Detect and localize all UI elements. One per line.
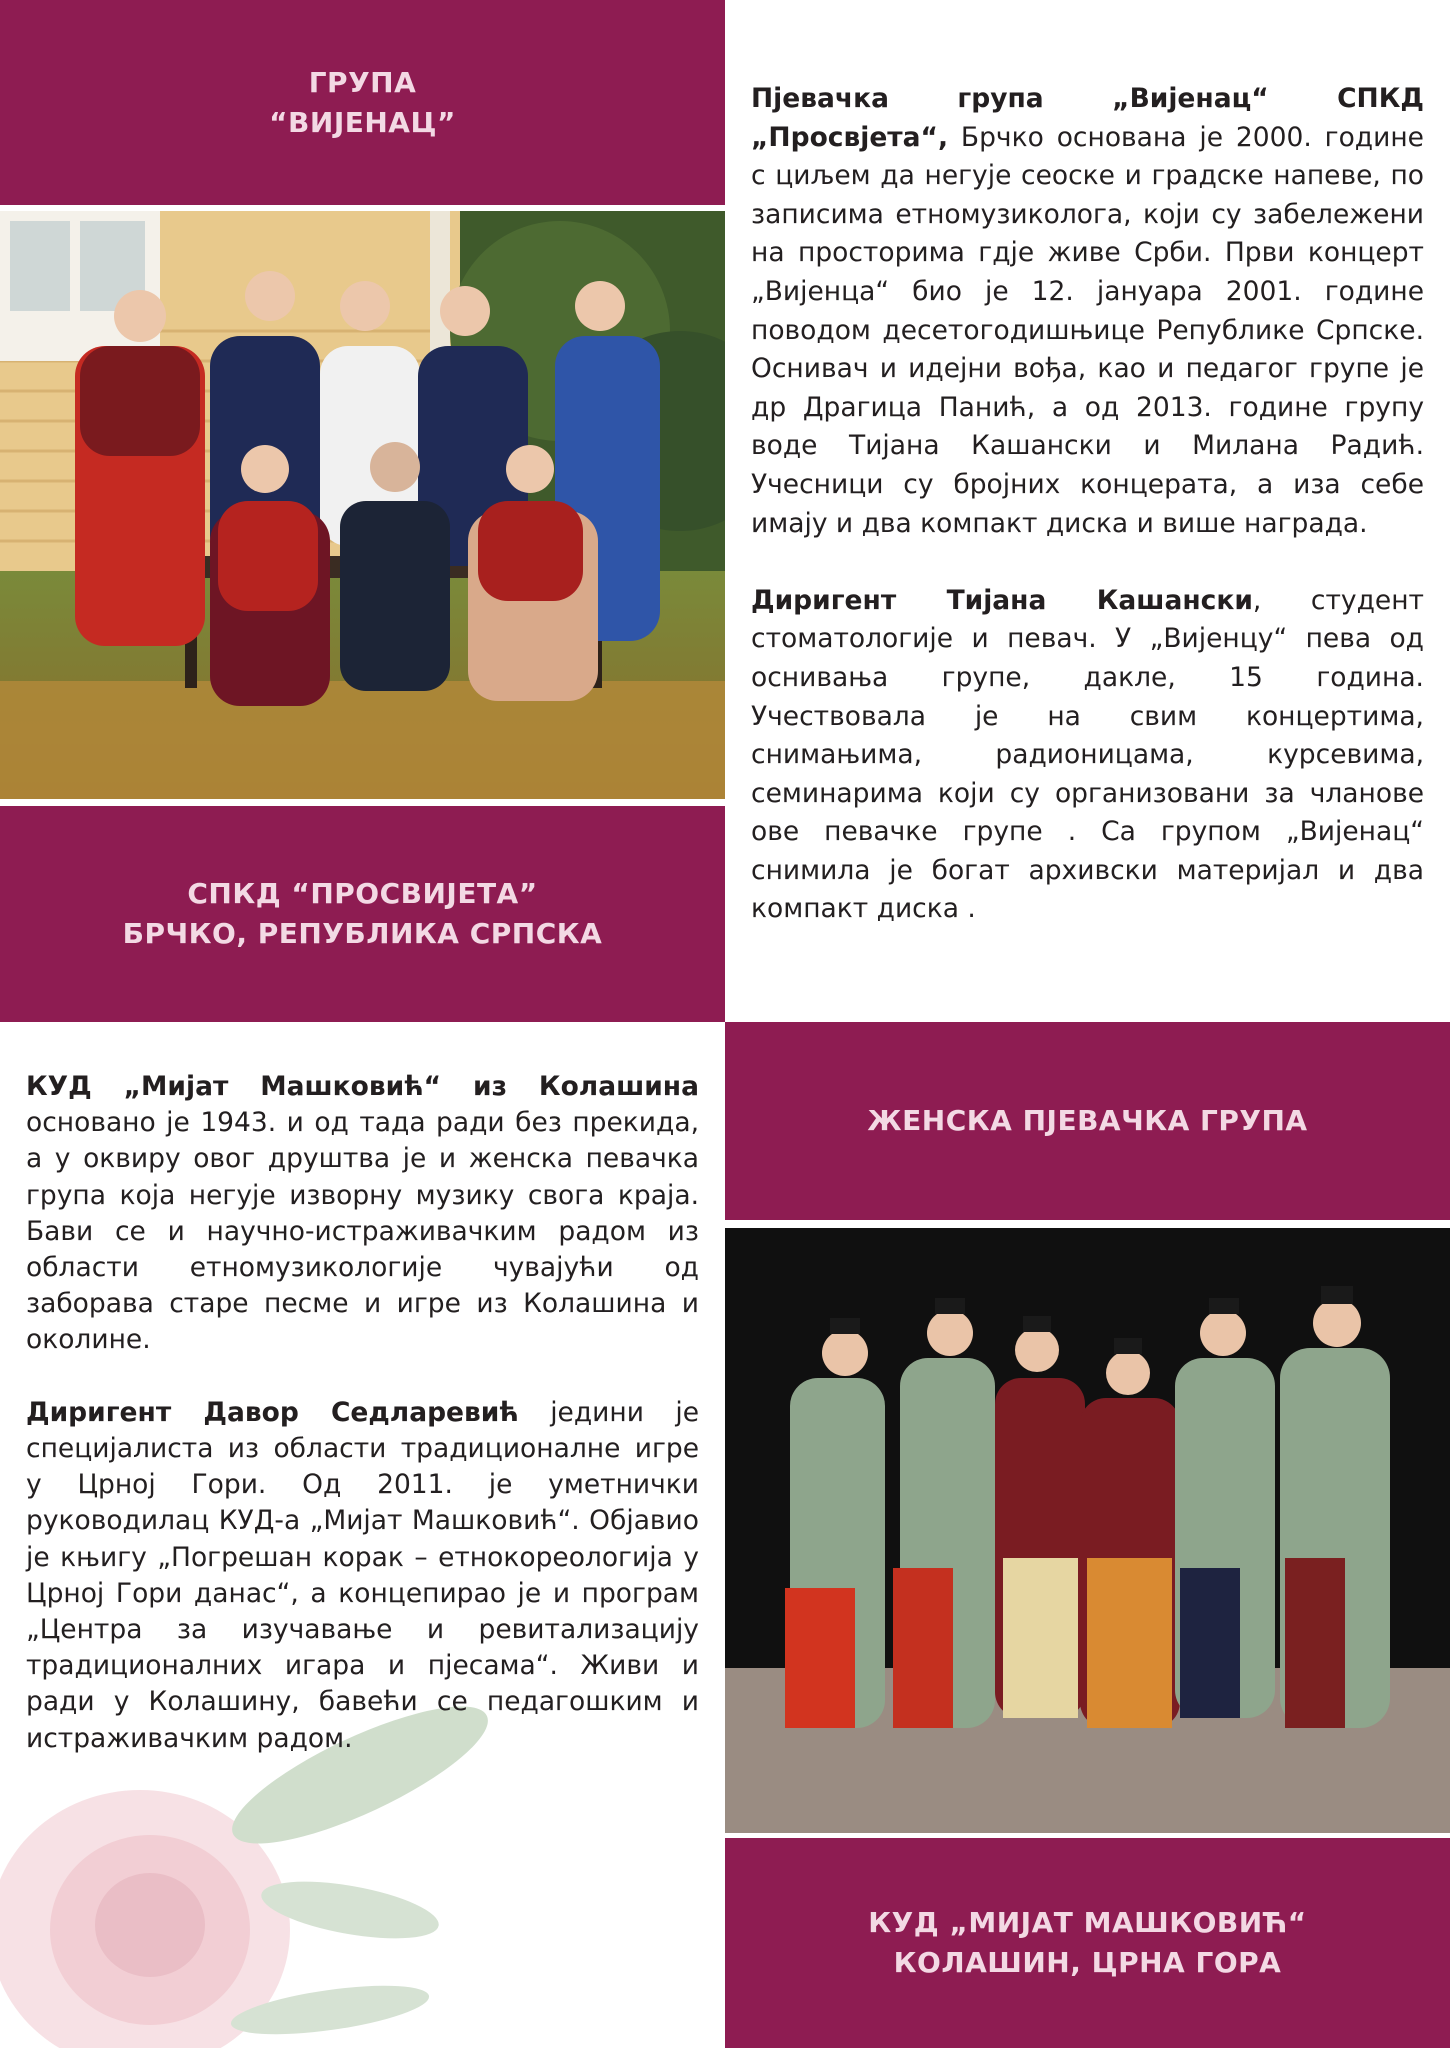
vijenac-group-photo (0, 211, 725, 799)
top-header-line2: “ВИЈЕНАЦ” (269, 105, 456, 139)
top-footer-line1: СПКД “ПРОСВИЈЕТА” (187, 877, 538, 910)
bottom-footer-line2: КОЛАШИН, ЦРНА ГОРА (893, 1946, 1282, 1979)
bottom-paragraph-2-body: једини је специјалиста из области традиционалне игре у Црној Гори. Од 2011. је уметнички руководилац КУД-а „Мијат Машковић“. Објавио је књигу „Погрешан корак – етнокореологија у Црној Гори данас“, а концепирао је и програм „Центра за изучавање и ревитализацију традиционалних игара и пјесама“. Живи и ради у Колашину, бавећи се педагошким и истраживачким радом. (26, 1396, 699, 1754)
mijat-group-photo-art (725, 1228, 1450, 1833)
top-header-line1: ГРУПА (308, 65, 417, 99)
bottom-header-line1: ЖЕНСКА ПЈЕВАЧКА ГРУПА (867, 1104, 1308, 1137)
bottom-paragraph-2-bold: Диригент Давор Седларевић (26, 1396, 519, 1428)
bottom-footer-band (725, 1838, 1450, 2048)
mijat-group-photo (725, 1228, 1450, 1833)
vijenac-group-photo-art (0, 211, 725, 799)
bottom-paragraph-1-body: основано је 1943. и од тада ради без прекида, а у оквиру овог друштва је и женска певачка група која негује изворну музику свога краја. Бави се и научно-истраживачким радом из области етномузикологије чувајући од заборава старе песме и игре из Колашина и околине. (26, 1107, 699, 1356)
top-text-block (751, 80, 1424, 929)
top-paragraph-2 (751, 582, 1424, 929)
bottom-header-band (725, 1022, 1450, 1220)
top-footer-band (0, 806, 725, 1022)
top-header-band (0, 0, 725, 205)
top-paragraph-2-body: , студент стоматологије и певач. У „Вијенцу“ пева од оснивања групе, дакле, 15 година. Учествовала је на свим концертима, снимањима, радионицама, курсевима, семинарима који су организовани за чланове ове певачке групе . Са групом „Вијенац“ снимила је богат архивски материјал и два компакт диска . (751, 584, 1424, 925)
top-paragraph-1-bold: Пјевачка група „Вијенац“ СПКД „Просвјета“, (751, 83, 1424, 153)
bottom-footer-line1: КУД „МИЈАТ МАШКОВИЋ“ (868, 1906, 1307, 1939)
bottom-paragraph-1-bold: КУД „Мијат Машковић“ из Колашина (26, 1071, 699, 1102)
bottom-paragraph-1 (26, 1069, 699, 1359)
top-paragraph-1 (751, 80, 1424, 543)
bottom-text-block (26, 1069, 699, 1757)
top-footer-line2: БРЧКО, РЕПУБЛИКА СРПСКА (122, 917, 603, 950)
top-paragraph-1-body: Брчко основана је 2000. године с циљем да негује сеоске и градске напеве, по записима етномузиколога, који су забележени на просторима гдје живе Срби. Први концерт „Вијенца“ био је 12. јануара 2001. године поводом десетогодишњице Републике Српске. Оснивач и идејни вођа, као и педагог групе је др Драгица Панић, а од 2013. године групу воде Тијана Кашански и Милана Радић. Учесници су бројних концерата, а иза себе имају и два компакт диска и више награда. (751, 121, 1424, 539)
bottom-paragraph-2 (26, 1395, 699, 1757)
top-paragraph-2-bold: Диригент Тијана Кашански (751, 584, 1253, 616)
